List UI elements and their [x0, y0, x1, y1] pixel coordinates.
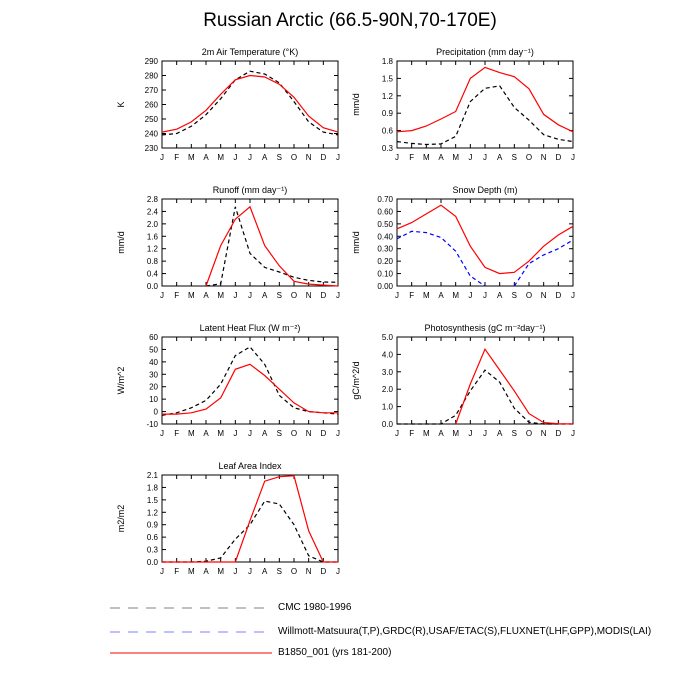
chart-panel-runoff [116, 185, 340, 300]
snow-depth-ytick-label: 0.50 [377, 219, 393, 229]
legend-label-cmc: CMC 1980-1996 [278, 602, 352, 613]
photosynthesis-xtick-label: D [555, 429, 562, 438]
photosynthesis-xtick-label: S [511, 429, 518, 438]
snow-depth-frame [397, 199, 573, 286]
2m-air-temperature-xtick-label: M [187, 153, 195, 162]
latent-heat-flux-ytick-label: -10 [146, 420, 158, 429]
2m-air-temperature-xtick-label: J [160, 153, 164, 162]
2m-air-temperature-ytick-label: 280 [144, 71, 158, 81]
legend-line-observations [110, 624, 275, 640]
snow-depth-ytick-label: 0.10 [377, 269, 393, 279]
precipitation-xtick-label: M [452, 153, 460, 162]
precipitation-ytick-label: 1.2 [381, 91, 393, 101]
latent-heat-flux-ytick-label: 50 [149, 345, 158, 355]
leaf-area-index-series-model [162, 476, 338, 562]
photosynthesis-ylabel: gC/m^2/d [351, 361, 361, 400]
2m-air-temperature-xtick-label: O [290, 153, 298, 162]
leaf-area-index-xtick-label: J [248, 567, 252, 576]
2m-air-temperature-ytick-label: 260 [144, 100, 158, 110]
photosynthesis-xtick-label: J [483, 429, 487, 438]
2m-air-temperature-xtick-label: N [305, 153, 312, 162]
runoff-ytick-label: 0.0 [146, 282, 158, 291]
latent-heat-flux-xtick-label: F [174, 429, 180, 438]
precipitation-frame [397, 61, 573, 148]
snow-depth-xtick-label: M [422, 291, 430, 300]
runoff-ytick-label: 0.8 [146, 257, 158, 267]
runoff-xtick-label: J [248, 291, 252, 300]
legend-line-model [110, 645, 275, 661]
precipitation-xtick-label: A [496, 153, 503, 162]
runoff-xtick-label: M [217, 291, 225, 300]
chart-panel-leaf-area-index [116, 461, 340, 576]
runoff-xtick-label: A [261, 291, 268, 300]
leaf-area-index-xtick-label: F [174, 567, 180, 576]
precipitation-ylabel: mm/d [351, 93, 361, 116]
runoff-xtick-label: J [160, 291, 164, 300]
leaf-area-index-xtick-label: M [187, 567, 195, 576]
snow-depth-xtick-label: J [571, 291, 575, 300]
precipitation-series-model [397, 67, 573, 131]
leaf-area-index-xtick-label: J [233, 567, 238, 576]
photosynthesis-ytick-label: 1.0 [381, 402, 393, 412]
latent-heat-flux-xtick-label: A [261, 429, 268, 438]
2m-air-temperature-frame [162, 61, 338, 148]
2m-air-temperature-xtick-label: A [203, 153, 209, 162]
chart-panel-photosynthesis [351, 323, 575, 438]
figure-title: Russian Arctic (66.5-90N,70-170E) [203, 10, 497, 31]
latent-heat-flux-xtick-label: J [248, 429, 252, 438]
leaf-area-index-ytick-label: 0.6 [146, 533, 158, 543]
latent-heat-flux-ytick-label: 60 [149, 333, 158, 342]
chart-panel-precipitation [351, 47, 575, 162]
runoff-ytick-label: 1.2 [146, 244, 158, 254]
2m-air-temperature-xtick-label: F [174, 153, 180, 162]
photosynthesis-xtick-label: J [395, 429, 399, 438]
runoff-title: Runoff (mm day⁻¹) [212, 185, 288, 195]
leaf-area-index-ytick-label: 1.8 [146, 483, 158, 493]
precipitation-xtick-label: N [540, 153, 547, 162]
photosynthesis-xtick-label: N [540, 429, 547, 438]
photosynthesis-ytick-label: 4.0 [381, 350, 393, 360]
runoff-xtick-label: O [290, 291, 298, 300]
runoff-ytick-label: 2.8 [146, 195, 158, 204]
2m-air-temperature-xtick-label: J [248, 153, 252, 162]
leaf-area-index-xtick-label: O [290, 567, 298, 576]
latent-heat-flux-title: Latent Heat Flux (W m⁻²) [199, 323, 301, 333]
snow-depth-ylabel: mm/d [351, 231, 361, 254]
snow-depth-ytick-label: 0.00 [377, 282, 393, 291]
leaf-area-index-ytick-label: 1.2 [146, 508, 158, 518]
leaf-area-index-ytick-label: 0.9 [146, 520, 158, 530]
precipitation-xtick-label: O [525, 153, 533, 162]
leaf-area-index-xtick-label: A [203, 567, 209, 576]
snow-depth-ytick-label: 0.70 [377, 195, 393, 204]
leaf-area-index-ytick-label: 0.0 [146, 558, 158, 567]
leaf-area-index-series-cmc [162, 501, 338, 562]
snow-depth-xtick-label: A [496, 291, 503, 300]
latent-heat-flux-xtick-label: S [276, 429, 283, 438]
chart-panel-latent-heat-flux [116, 323, 340, 438]
snow-depth-xtick-label: A [438, 291, 444, 300]
latent-heat-flux-xtick-label: J [336, 429, 340, 438]
latent-heat-flux-ytick-label: 10 [149, 395, 158, 405]
latent-heat-flux-series-cmc [162, 347, 338, 415]
2m-air-temperature-ytick-label: 270 [144, 86, 158, 95]
snow-depth-title: Snow Depth (m) [452, 185, 518, 195]
precipitation-series-cmc [397, 86, 573, 145]
precipitation-ytick-label: 1.8 [381, 57, 393, 66]
latent-heat-flux-ytick-label: 20 [149, 382, 158, 392]
runoff-xtick-label: S [276, 291, 283, 300]
leaf-area-index-xtick-label: J [160, 567, 164, 576]
2m-air-temperature-xtick-label: A [261, 153, 268, 162]
runoff-xtick-label: A [203, 291, 209, 300]
precipitation-xtick-label: A [438, 153, 444, 162]
latent-heat-flux-xtick-label: A [203, 429, 209, 438]
runoff-series-model [206, 207, 338, 286]
leaf-area-index-ytick-label: 1.5 [146, 495, 158, 505]
runoff-ytick-label: 2.0 [146, 219, 158, 229]
chart-panel-snow-depth [351, 185, 575, 300]
2m-air-temperature-ytick-label: 240 [144, 129, 158, 139]
precipitation-xtick-label: J [483, 153, 487, 162]
runoff-xtick-label: D [320, 291, 327, 300]
runoff-series-cmc [206, 207, 338, 286]
leaf-area-index-ylabel: m2/m2 [116, 504, 126, 533]
2m-air-temperature-series-cmc [162, 71, 338, 135]
snow-depth-xtick-label: J [468, 291, 473, 300]
runoff-xtick-label: J [233, 291, 238, 300]
legend-label-observations: Willmott-Matsuura(T,P),GRDC(R),USAF/ETAC(S),FLUXNET(LHF,GPP),MODIS(LAI) [278, 626, 652, 637]
precipitation-xtick-label: J [468, 153, 473, 162]
snow-depth-xtick-label: M [452, 291, 460, 300]
snow-depth-xtick-label: D [555, 291, 562, 300]
latent-heat-flux-ylabel: W/m^2 [116, 366, 126, 395]
legend-line-cmc [110, 600, 275, 616]
2m-air-temperature-ylabel: K [116, 101, 126, 108]
runoff-xtick-label: M [187, 291, 195, 300]
2m-air-temperature-ytick-label: 230 [144, 144, 158, 153]
leaf-area-index-xtick-label: A [261, 567, 268, 576]
runoff-xtick-label: F [174, 291, 180, 300]
photosynthesis-xtick-label: J [468, 429, 473, 438]
precipitation-xtick-label: D [555, 153, 562, 162]
precipitation-ytick-label: 0.9 [381, 109, 393, 119]
snow-depth-xtick-label: N [540, 291, 547, 300]
snow-depth-xtick-label: J [395, 291, 399, 300]
latent-heat-flux-xtick-label: M [217, 429, 225, 438]
photosynthesis-xtick-label: A [438, 429, 444, 438]
2m-air-temperature-xtick-label: M [217, 153, 225, 162]
snow-depth-ytick-label: 0.40 [377, 232, 393, 242]
2m-air-temperature-xtick-label: J [336, 153, 340, 162]
leaf-area-index-xtick-label: M [217, 567, 225, 576]
2m-air-temperature-title: 2m Air Temperature (°K) [201, 47, 299, 57]
leaf-area-index-title: Leaf Area Index [218, 461, 282, 471]
snow-depth-ytick-label: 0.60 [377, 207, 393, 217]
precipitation-xtick-label: M [422, 153, 430, 162]
photosynthesis-xtick-label: O [525, 429, 533, 438]
latent-heat-flux-xtick-label: D [320, 429, 327, 438]
precipitation-ytick-label: 1.5 [381, 74, 393, 84]
precipitation-xtick-label: S [511, 153, 518, 162]
runoff-ylabel: mm/d [116, 231, 126, 254]
latent-heat-flux-xtick-label: J [160, 429, 164, 438]
snow-depth-xtick-label: S [511, 291, 518, 300]
photosynthesis-ytick-label: 5.0 [381, 333, 393, 342]
photosynthesis-title: Photosynthesis (gC m⁻²day⁻¹) [424, 323, 546, 333]
precipitation-ytick-label: 0.6 [381, 126, 393, 136]
latent-heat-flux-xtick-label: N [305, 429, 312, 438]
photosynthesis-xtick-label: M [452, 429, 460, 438]
chart-panel-2m-air-temperature [116, 47, 340, 162]
photosynthesis-xtick-label: M [422, 429, 430, 438]
runoff-xtick-label: J [336, 291, 340, 300]
photosynthesis-xtick-label: J [571, 429, 575, 438]
runoff-ytick-label: 0.4 [146, 269, 158, 279]
snow-depth-xtick-label: O [525, 291, 533, 300]
leaf-area-index-xtick-label: D [320, 567, 327, 576]
snow-depth-xtick-label: J [483, 291, 487, 300]
latent-heat-flux-xtick-label: J [233, 429, 238, 438]
latent-heat-flux-series-model [162, 364, 338, 414]
snow-depth-ytick-label: 0.30 [377, 244, 393, 254]
precipitation-xtick-label: J [571, 153, 575, 162]
leaf-area-index-ytick-label: 2.1 [146, 471, 158, 480]
snow-depth-xtick-label: F [409, 291, 415, 300]
precipitation-title: Precipitation (mm day⁻¹) [436, 47, 534, 57]
snow-depth-series-model [397, 205, 573, 273]
photosynthesis-ytick-label: 0.0 [381, 420, 393, 429]
runoff-ytick-label: 1.6 [146, 232, 158, 242]
precipitation-xtick-label: F [409, 153, 415, 162]
photosynthesis-ytick-label: 3.0 [381, 367, 393, 377]
legend-label-model: B1850_001 (yrs 181-200) [278, 647, 392, 658]
latent-heat-flux-ytick-label: 0 [153, 407, 158, 417]
precipitation-xtick-label: J [395, 153, 399, 162]
photosynthesis-xtick-label: A [496, 429, 503, 438]
latent-heat-flux-ytick-label: 40 [149, 357, 158, 367]
snow-depth-series-obs [397, 231, 485, 286]
leaf-area-index-xtick-label: N [305, 567, 312, 576]
runoff-ytick-label: 2.4 [146, 207, 158, 217]
runoff-frame [162, 199, 338, 286]
runoff-xtick-label: N [305, 291, 312, 300]
latent-heat-flux-ytick-label: 30 [149, 370, 158, 380]
2m-air-temperature-xtick-label: J [233, 153, 238, 162]
2m-air-temperature-ytick-label: 250 [144, 115, 158, 124]
latent-heat-flux-xtick-label: M [187, 429, 195, 438]
leaf-area-index-frame [162, 475, 338, 562]
latent-heat-flux-xtick-label: O [290, 429, 298, 438]
2m-air-temperature-ytick-label: 290 [144, 57, 158, 66]
photosynthesis-ytick-label: 2.0 [381, 385, 393, 395]
photosynthesis-xtick-label: F [409, 429, 415, 438]
snow-depth-ytick-label: 0.20 [377, 257, 393, 267]
precipitation-ytick-label: 0.3 [381, 144, 393, 153]
leaf-area-index-xtick-label: S [276, 567, 283, 576]
latent-heat-flux-frame [162, 337, 338, 424]
leaf-area-index-xtick-label: J [336, 567, 340, 576]
2m-air-temperature-xtick-label: D [320, 153, 327, 162]
leaf-area-index-ytick-label: 0.3 [146, 545, 158, 555]
2m-air-temperature-xtick-label: S [276, 153, 283, 162]
photosynthesis-series-cmc [397, 370, 573, 424]
